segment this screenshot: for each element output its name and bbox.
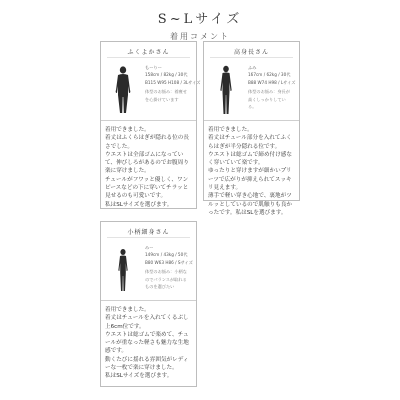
model-silhouette-icon	[212, 64, 240, 116]
model-stats: 158cm / 82kg / 30代	[145, 72, 188, 78]
model-measurements: B80 W63 H86 / Sサイズ	[145, 259, 193, 265]
model-meta	[145, 244, 193, 290]
model-nickname: もーりー	[145, 65, 162, 70]
model-measurements: B88 W74 H98 / Lサイズ	[248, 79, 296, 85]
review-card-tall	[203, 41, 300, 216]
model-silhouette-icon	[109, 244, 137, 296]
model-silhouette-icon	[109, 64, 137, 116]
card-title: 高身長さん	[210, 42, 293, 58]
model-stats: 149cm / 43kg / 50代	[145, 252, 188, 258]
model-concern: 体型のお悩み：着痩せを心掛けています	[145, 89, 187, 102]
review-text: 着用できました。 着丈はふくらはぎが隠れる位の長さでした。 ウエストは全部ゴムになっていて、伸びしろがあるのでお腹周り楽に穿けました。 チュールがフワッと優しく、ワンピースなどの下に穿いてチラッと見せるのも可愛いです。 私はSLサイズを選びます。	[101, 120, 196, 209]
model-nickname: ふみ	[248, 65, 257, 70]
review-card-petite	[100, 221, 197, 387]
model-info	[101, 58, 201, 120]
page-subtitle: 着用コメント	[170, 32, 230, 41]
model-measurements: B115 W95 H108 / 3Lサイズ	[145, 79, 201, 85]
model-info	[101, 238, 196, 300]
model-info	[204, 58, 299, 120]
review-text: 着用できました。 着丈はチュールを入れてくるぶし上6cm位です。 ウエストは総ゴムで楽めて、チュールが重なった軽さも魅力な生地感です。 動くたびに揺れる雰囲気がレディーな一枚で楽に穿けました。 私はSLサイズを選びます。	[101, 300, 196, 381]
model-meta	[145, 64, 201, 103]
page-title: S~Lサイズ	[157, 12, 243, 27]
model-nickname: みー	[145, 245, 154, 250]
page-header	[0, 8, 400, 42]
card-title: ふくよかさん	[107, 42, 190, 58]
model-concern: 体型のお悩み：身長が高くしっかりしている。	[248, 89, 290, 110]
review-card-plump	[100, 41, 201, 209]
model-meta	[248, 64, 296, 110]
model-concern: 体型のお悩み：小柄なのでパランスが取れるものを選びたい	[145, 269, 187, 290]
review-text: 着用できました。 着丈はチュール部分を入れてふくらはぎが半分隠れる位です。 ウエストは総ゴムで締め付け感なく穿いていて楽です。 ゆったりと穿けますが細かいプリーツで広がりが抑えられてスッキリ見えます。 薄手で軽い穿き心地で、裏地がツルッとしているので肌触りも良かったです。私はSLを選びます。	[204, 120, 299, 217]
model-stats: 167cm / 62kg / 30代	[248, 72, 291, 78]
card-title: 小柄細身さん	[107, 222, 190, 238]
